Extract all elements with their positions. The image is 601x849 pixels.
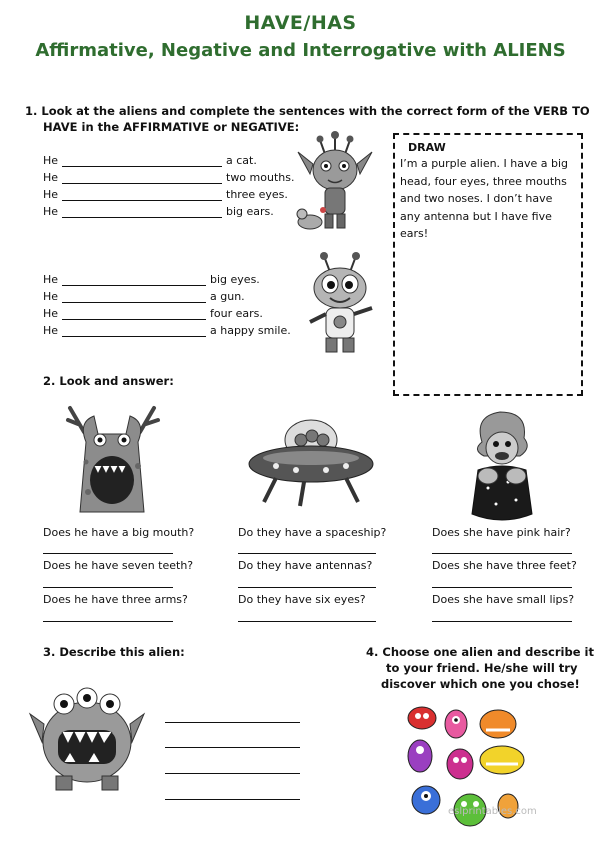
description-blank[interactable]	[165, 747, 300, 748]
description-blank[interactable]	[165, 722, 300, 723]
sentence-subject: He	[43, 205, 59, 218]
sentence-ending: four ears.	[210, 307, 263, 320]
sentence-subject: He	[43, 273, 59, 286]
question-text: Does he have seven teeth?	[43, 559, 194, 572]
three-eyed-monster-illustration	[28, 684, 146, 792]
alien-lady-illustration	[452, 408, 552, 526]
sentence-subject: He	[43, 324, 59, 337]
answer-blank[interactable]	[62, 217, 222, 218]
draw-description	[400, 155, 578, 243]
spaceship-illustration	[246, 418, 376, 512]
answer-blank[interactable]	[432, 587, 572, 588]
draw-description-line: and two noses. I don’t have	[400, 192, 553, 205]
question-text: Does she have three feet?	[432, 559, 577, 572]
sentence-ending: two mouths.	[226, 171, 295, 184]
answer-blank[interactable]	[238, 553, 376, 554]
answer-blank[interactable]	[432, 553, 572, 554]
draw-description-line: ears!	[400, 227, 429, 240]
sentence-ending: a cat.	[226, 154, 257, 167]
answer-blank[interactable]	[238, 587, 376, 588]
section4-instruction-line2: to your friend. He/she will try	[386, 661, 578, 675]
draw-title: DRAW	[408, 141, 446, 154]
sentence-ending: three eyes.	[226, 188, 288, 201]
answer-blank[interactable]	[43, 621, 173, 622]
description-blank[interactable]	[165, 773, 300, 774]
answer-blank[interactable]	[62, 166, 222, 167]
section1-instruction-line1: 1. Look at the aliens and complete the sentences with the correct form of the VERB TO	[25, 104, 590, 118]
alien-with-gun-illustration	[300, 252, 380, 358]
alien-with-cat-illustration	[292, 130, 378, 236]
answer-blank[interactable]	[62, 183, 222, 184]
sentence-ending: a happy smile.	[210, 324, 291, 337]
draw-description-line: any antenna but I have five	[400, 209, 552, 223]
sentence-subject: He	[43, 290, 59, 303]
question-text: Do they have six eyes?	[238, 593, 366, 606]
draw-description-line: head, four eyes, three mouths	[400, 174, 567, 188]
question-text: Do they have a spaceship?	[238, 526, 387, 539]
sentence-ending: a gun.	[210, 290, 245, 303]
answer-blank[interactable]	[43, 553, 173, 554]
big-mouth-monster-illustration	[64, 402, 160, 520]
answer-blank[interactable]	[43, 587, 173, 588]
answer-blank[interactable]	[62, 200, 222, 201]
sentence-subject: He	[43, 307, 59, 320]
question-text: Does she have pink hair?	[432, 526, 571, 539]
page-title: HAVE/HAS	[244, 12, 357, 34]
answer-blank[interactable]	[62, 302, 206, 303]
sentence-ending: big ears.	[226, 205, 274, 218]
answer-blank[interactable]	[238, 621, 376, 622]
sentence-subject: He	[43, 171, 59, 184]
answer-blank[interactable]	[62, 319, 206, 320]
description-blank[interactable]	[165, 799, 300, 800]
section4-instruction-line3: discover which one you chose!	[381, 677, 580, 691]
section3-instruction: 3. Describe this alien:	[43, 645, 185, 659]
section2-instruction: 2. Look and answer:	[43, 374, 174, 388]
answer-blank[interactable]	[432, 621, 572, 622]
sentence-subject: He	[43, 154, 59, 167]
question-text: Do they have antennas?	[238, 559, 373, 572]
question-text: Does he have a big mouth?	[43, 526, 195, 539]
draw-description-line: I’m a purple alien. I have a big	[400, 157, 569, 170]
sentence-ending: big eyes.	[210, 273, 260, 286]
watermark: eslprintables.com	[448, 806, 537, 817]
section1-instruction-line2: HAVE in the AFFIRMATIVE or NEGATIVE:	[43, 120, 300, 134]
question-text: Does he have three arms?	[43, 593, 188, 606]
section4-instruction-line1: 4. Choose one alien and describe it	[366, 645, 594, 659]
answer-blank[interactable]	[62, 336, 206, 337]
page-subtitle: Affirmative, Negative and Interrogative with ALIENS	[35, 40, 566, 61]
question-text: Does she have small lips?	[432, 593, 575, 606]
answer-blank[interactable]	[62, 285, 206, 286]
sentence-subject: He	[43, 188, 59, 201]
